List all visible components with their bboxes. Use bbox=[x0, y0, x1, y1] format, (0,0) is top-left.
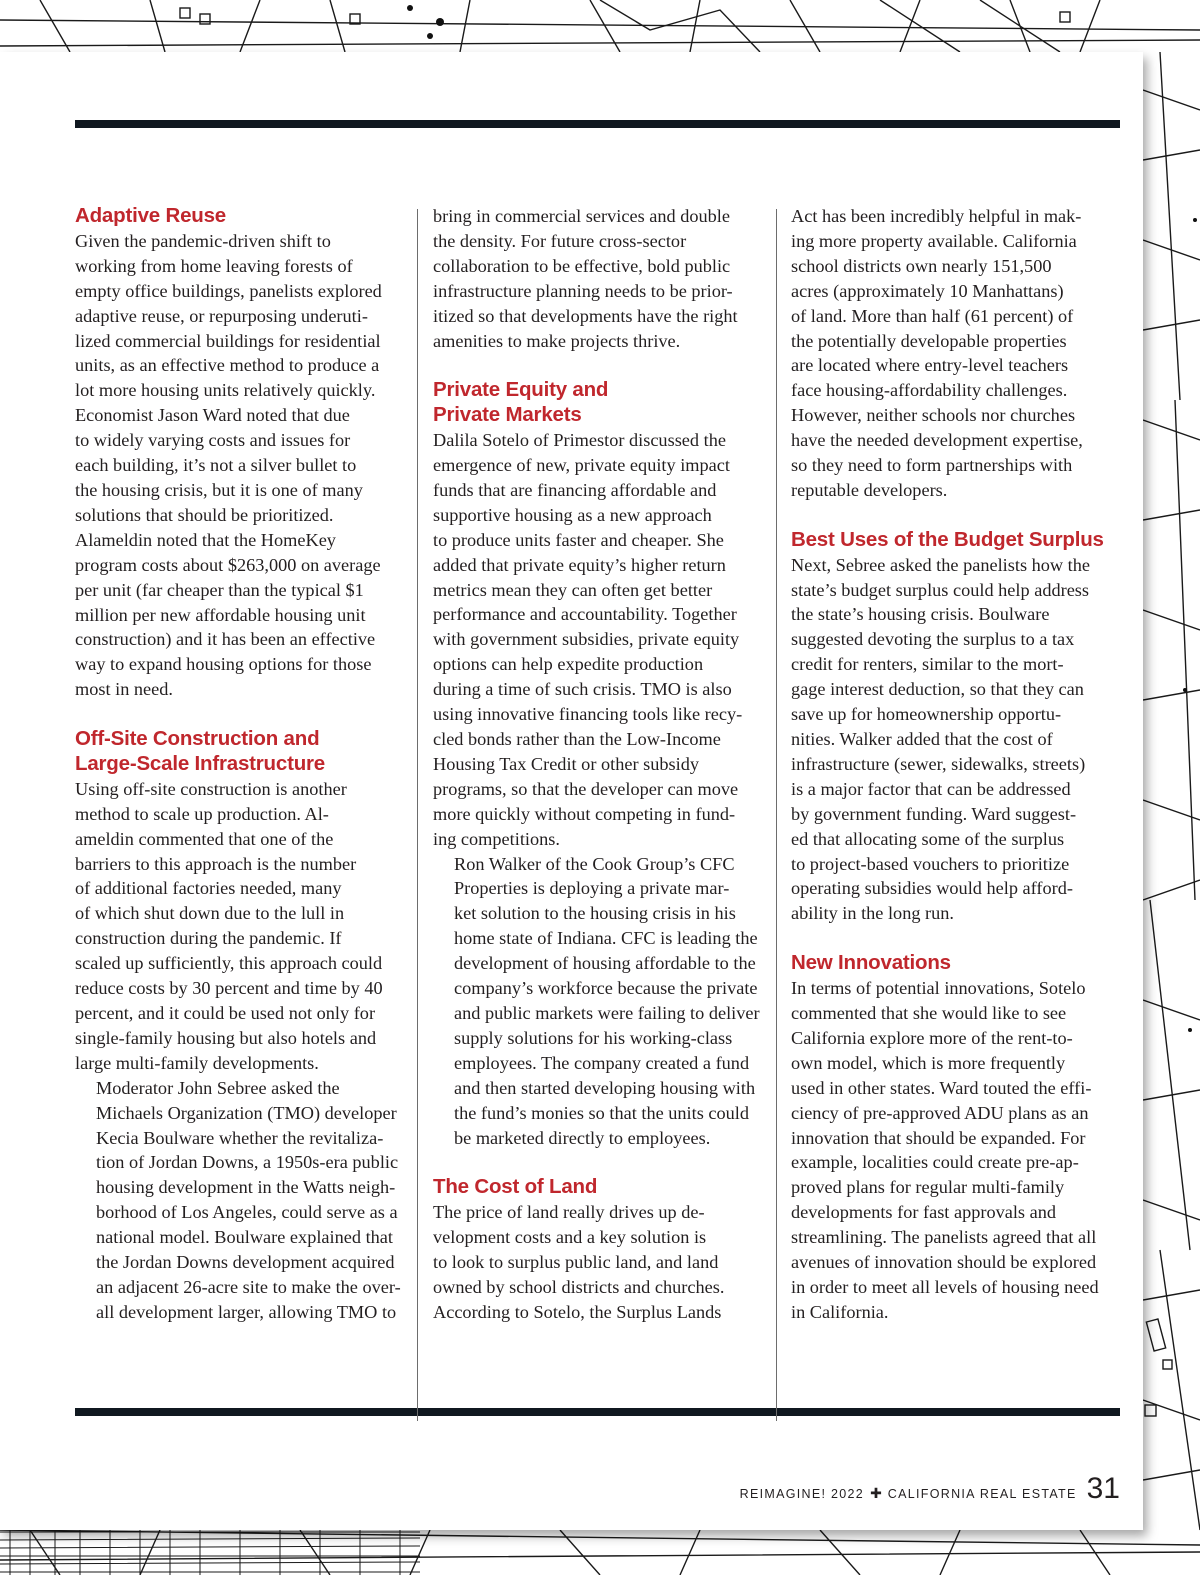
text-line: In terms of potential innovations, Sotelo bbox=[791, 978, 1086, 999]
body-paragraph bbox=[433, 852, 763, 1151]
text-line: using innovative financing tools like recy- bbox=[433, 704, 743, 725]
text-line: program costs about $263,000 on average bbox=[75, 554, 381, 575]
text-line: Next, Sebree asked the panelists how the bbox=[791, 554, 1091, 575]
paragraph-spacer bbox=[75, 702, 405, 727]
text-line: housing development in the Watts neigh- bbox=[96, 1177, 396, 1198]
heading-line: Adaptive Reuse bbox=[75, 204, 227, 227]
text-line: most in need. bbox=[75, 679, 173, 700]
text-line: scaled up sufficiently, this approach could bbox=[75, 953, 383, 974]
text-line: development of housing affordable to the bbox=[454, 953, 756, 974]
text-line: with government subsidies, private equity bbox=[433, 629, 740, 650]
article-column-3 bbox=[791, 204, 1121, 1325]
text-line: to widely varying costs and issues for bbox=[75, 430, 351, 451]
paragraph-spacer bbox=[433, 353, 763, 378]
text-line: ing more property available. California bbox=[791, 230, 1077, 251]
section-heading bbox=[75, 727, 405, 777]
paragraph-spacer bbox=[433, 1150, 763, 1175]
text-line: to look to surplus public land, and land bbox=[433, 1252, 719, 1273]
text-line: However, neither schools nor churches bbox=[791, 405, 1076, 426]
text-line: Act has been incredibly helpful in mak- bbox=[791, 206, 1082, 226]
text-line: method to scale up production. Al- bbox=[75, 803, 329, 824]
text-line: Given the pandemic-driven shift to bbox=[75, 230, 331, 251]
text-line: working from home leaving forests of bbox=[75, 255, 353, 276]
text-line: bring in commercial services and double bbox=[433, 206, 730, 226]
text-line: Kecia Boulware whether the revitaliza- bbox=[96, 1127, 384, 1148]
text-line: adaptive reuse, or repurposing underuti- bbox=[75, 305, 368, 326]
text-line: owned by school districts and churches. bbox=[433, 1276, 725, 1297]
text-line: the potentially developable properties bbox=[791, 330, 1067, 351]
text-line: save up for homeownership opportu- bbox=[791, 704, 1062, 725]
text-line: solutions that should be prioritized. bbox=[75, 504, 334, 525]
text-line: infrastructure (sewer, sidewalks, streets) bbox=[791, 753, 1086, 774]
text-line: Properties is deploying a private mar- bbox=[454, 878, 730, 899]
text-line: programs, so that the developer can move bbox=[433, 778, 739, 799]
heading-line: Large-Scale Infrastructure bbox=[75, 751, 325, 775]
paragraph-spacer bbox=[791, 926, 1121, 951]
text-line: barriers to this approach is the number bbox=[75, 853, 357, 874]
text-line: ed that allocating some of the surplus bbox=[791, 828, 1065, 849]
text-line: by government funding. Ward suggest- bbox=[791, 803, 1077, 824]
text-line: the housing crisis, but it is one of many bbox=[75, 479, 363, 500]
text-line: Alameldin noted that the HomeKey bbox=[75, 529, 336, 550]
text-line: ability in the long run. bbox=[791, 903, 954, 924]
page-number: 31 bbox=[1086, 1472, 1120, 1505]
text-line: million per new affordable housing unit bbox=[75, 604, 366, 625]
text-line: ameldin commented that one of the bbox=[75, 828, 334, 849]
text-line: of additional factories needed, many bbox=[75, 878, 342, 899]
text-line: tion of Jordan Downs, a 1950s-era public bbox=[96, 1152, 399, 1173]
text-line: of which shut down due to the lull in bbox=[75, 903, 345, 924]
text-line: the fund’s monies so that the units could bbox=[454, 1102, 750, 1123]
text-line: streamlining. The panelists agreed that all bbox=[791, 1227, 1097, 1248]
text-line: lized commercial buildings for residential bbox=[75, 330, 381, 351]
text-line: velopment costs and a key solution is bbox=[433, 1227, 707, 1248]
text-line: California explore more of the rent-to- bbox=[791, 1027, 1073, 1048]
body-paragraph bbox=[791, 976, 1121, 1325]
text-line: ket solution to the housing crisis in his bbox=[454, 903, 736, 924]
text-line: empty office buildings, panelists explored bbox=[75, 280, 382, 301]
text-line: employees. The company created a fund bbox=[454, 1052, 750, 1073]
page-footer bbox=[740, 1472, 1120, 1506]
column-divider bbox=[776, 209, 777, 1421]
text-line: supply solutions for his working-class bbox=[454, 1027, 733, 1048]
text-line: construction during the pandemic. If bbox=[75, 928, 342, 949]
text-line: proved plans for regular multi-family bbox=[791, 1177, 1065, 1198]
text-line: percent, and it could be used not only for bbox=[75, 1002, 376, 1023]
text-line: during a time of such crisis. TMO is also bbox=[433, 679, 732, 700]
section-heading bbox=[433, 378, 763, 428]
text-line: per unit (far cheaper than the typical $1 bbox=[75, 579, 364, 600]
body-paragraph bbox=[791, 553, 1121, 927]
text-line: emergence of new, private equity impact bbox=[433, 455, 730, 476]
page bbox=[0, 52, 1143, 1530]
text-line: innovation that should be expanded. For bbox=[791, 1127, 1086, 1148]
text-line: units, as an effective method to produce a bbox=[75, 355, 380, 376]
heading-line: Best Uses of the Budget Surplus bbox=[791, 527, 1104, 551]
text-line: amenities to make projects thrive. bbox=[433, 330, 681, 351]
text-line: the Jordan Downs development acquired bbox=[96, 1252, 395, 1273]
text-line: and then started developing housing with bbox=[454, 1077, 756, 1098]
text-line: gage interest deduction, so that they can bbox=[791, 679, 1084, 700]
text-line: in order to meet all levels of housing need bbox=[791, 1276, 1099, 1297]
text-line: The price of land really drives up de- bbox=[433, 1202, 705, 1223]
text-line: collaboration to be effective, bold public bbox=[433, 255, 731, 276]
text-line: each building, it’s not a silver bullet to bbox=[75, 455, 357, 476]
text-line: funds that are financing affordable and bbox=[433, 479, 717, 500]
text-line: used in other states. Ward touted the effi- bbox=[791, 1077, 1092, 1098]
text-line: infrastructure planning needs to be prior- bbox=[433, 280, 733, 301]
section-heading bbox=[791, 528, 1121, 553]
text-line: Ron Walker of the Cook Group’s CFC bbox=[454, 853, 735, 874]
text-line: an adjacent 26-acre site to make the over- bbox=[96, 1276, 401, 1297]
text-line: and public markets were failing to deliver bbox=[454, 1002, 760, 1023]
text-line: ing competitions. bbox=[433, 828, 560, 849]
text-line: construction) and it has been an effective bbox=[75, 629, 376, 650]
text-line: Dalila Sotelo of Primestor discussed the bbox=[433, 430, 726, 451]
text-line: options can help expedite production bbox=[433, 654, 704, 675]
article-column-2 bbox=[433, 204, 763, 1325]
text-line: are located where entry-level teachers bbox=[791, 355, 1069, 376]
section-heading bbox=[433, 1175, 763, 1200]
text-line: national model. Boulware explained that bbox=[96, 1227, 393, 1248]
text-line: be marketed directly to employees. bbox=[454, 1127, 711, 1148]
text-line: operating subsidies would help afford- bbox=[791, 878, 1073, 899]
text-line: have the needed development expertise, bbox=[791, 430, 1083, 451]
text-line: lot more housing units relatively quickly. bbox=[75, 380, 376, 401]
text-line: the density. For future cross-sector bbox=[433, 230, 687, 251]
heading-line: The Cost of Land bbox=[433, 1175, 598, 1199]
top-rule bbox=[75, 120, 1120, 128]
text-line: Moderator John Sebree asked the bbox=[96, 1077, 340, 1098]
text-line: avenues of innovation should be explored bbox=[791, 1252, 1097, 1273]
text-line: nities. Walker added that the cost of bbox=[791, 729, 1053, 750]
heading-line: Private Markets bbox=[433, 403, 582, 427]
text-line: credit for renters, similar to the mort- bbox=[791, 654, 1064, 675]
text-line: state’s budget surplus could help address bbox=[791, 579, 1090, 600]
text-line: metrics mean they can often get better bbox=[433, 579, 713, 600]
text-line: the state’s housing crisis. Boulware bbox=[791, 604, 1050, 625]
text-line: performance and accountability. Together bbox=[433, 604, 737, 625]
text-line: all development larger, allowing TMO to bbox=[96, 1301, 397, 1322]
text-line: is a major factor that can be addressed bbox=[791, 778, 1071, 799]
heading-line: Private Equity and bbox=[433, 378, 609, 402]
text-line: of land. More than half (61 percent) of bbox=[791, 305, 1074, 326]
text-line: to project-based vouchers to prioritize bbox=[791, 853, 1070, 874]
text-line: ciency of pre-approved ADU plans as an bbox=[791, 1102, 1089, 1123]
column-divider bbox=[417, 209, 418, 1421]
text-line: borhood of Los Angeles, could serve as a bbox=[96, 1202, 398, 1223]
body-paragraph bbox=[75, 229, 405, 702]
text-line: reputable developers. bbox=[791, 479, 948, 500]
section-heading bbox=[791, 951, 1121, 976]
text-line: school districts own nearly 151,500 bbox=[791, 255, 1052, 276]
text-line: added that private equity’s higher return bbox=[433, 554, 726, 575]
body-paragraph bbox=[75, 777, 405, 1076]
publication-name: REIMAGINE! 2022 bbox=[739, 1487, 865, 1501]
text-line: more quickly without competing in fund- bbox=[433, 803, 736, 824]
text-line: supportive housing as a new approach bbox=[433, 504, 712, 525]
section-name: CALIFORNIA REAL ESTATE bbox=[887, 1487, 1077, 1501]
text-line: acres (approximately 10 Manhattans) bbox=[791, 280, 1064, 301]
text-line: so they need to form partnerships with bbox=[791, 455, 1073, 476]
text-line: Using off-site construction is another bbox=[75, 778, 347, 799]
text-line: itized so that developments have the right bbox=[433, 305, 738, 326]
section-heading bbox=[75, 204, 405, 229]
text-line: single-family housing but also hotels and bbox=[75, 1027, 377, 1048]
body-paragraph bbox=[433, 204, 763, 353]
text-line: to produce units faster and cheaper. She bbox=[433, 529, 724, 550]
text-line: way to expand housing options for those bbox=[75, 654, 372, 675]
body-paragraph bbox=[433, 1200, 763, 1325]
body-paragraph bbox=[75, 1076, 405, 1325]
body-paragraph bbox=[791, 204, 1121, 503]
text-line: in California. bbox=[791, 1301, 889, 1322]
text-line: Economist Jason Ward noted that due bbox=[75, 405, 350, 426]
text-line: example, localities could create pre-ap- bbox=[791, 1152, 1079, 1173]
text-line: commented that she would like to see bbox=[791, 1002, 1067, 1023]
text-line: Michaels Organization (TMO) developer bbox=[96, 1102, 397, 1123]
text-line: large multi-family developments. bbox=[75, 1052, 319, 1073]
article-column-1 bbox=[75, 204, 405, 1325]
text-line: face housing-affordability challenges. bbox=[791, 380, 1068, 401]
text-line: company’s workforce because the private bbox=[454, 978, 758, 999]
text-line: home state of Indiana. CFC is leading the bbox=[454, 928, 758, 949]
text-line: suggested devoting the surplus to a tax bbox=[791, 629, 1075, 650]
plus-icon: ✚ bbox=[870, 1485, 882, 1501]
heading-line: New Innovations bbox=[791, 951, 951, 975]
text-line: reduce costs by 30 percent and time by 40 bbox=[75, 978, 383, 999]
text-line: According to Sotelo, the Surplus Lands bbox=[433, 1301, 722, 1322]
bottom-rule bbox=[75, 1408, 1120, 1416]
text-line: own model, which is more frequently bbox=[791, 1052, 1066, 1073]
text-line: developments for fast approvals and bbox=[791, 1202, 1056, 1223]
text-line: cled bonds rather than the Low-Income bbox=[433, 729, 721, 750]
text-line: Housing Tax Credit or other subsidy bbox=[433, 753, 699, 774]
heading-line: Off-Site Construction and bbox=[75, 727, 320, 751]
paragraph-spacer bbox=[791, 503, 1121, 528]
body-paragraph bbox=[433, 428, 763, 851]
